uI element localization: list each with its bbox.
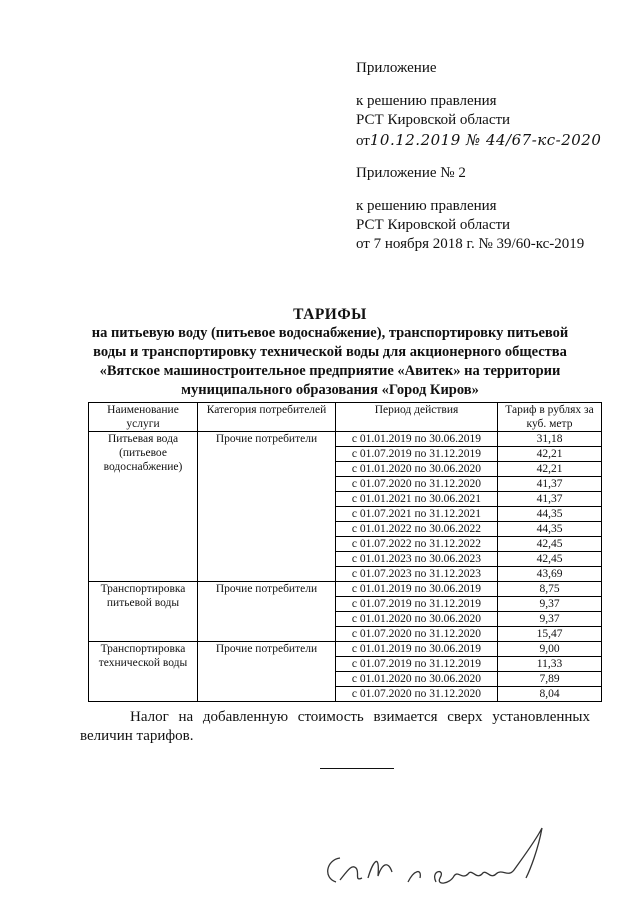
col-header-category: Категория потребителей: [198, 403, 336, 432]
service-cell: Транспортировка питьевой воды: [89, 582, 198, 642]
tariff-table-body: [89, 432, 602, 702]
tariff-cell: 31,18: [498, 432, 602, 447]
tariff-cell: 7,89: [498, 672, 602, 687]
appendix-2-label: Приложение № 2: [356, 165, 466, 181]
category-cell: Прочие потребители: [198, 582, 336, 642]
appendix-date: [356, 131, 601, 150]
tariff-cell: 42,45: [498, 552, 602, 567]
category-cell: Прочие потребители: [198, 432, 336, 582]
period-cell: с 01.01.2019 по 30.06.2019: [336, 642, 498, 657]
appendix-2-org: РСТ Кировской области: [356, 217, 511, 233]
col-header-tariff: Тариф в рублях за куб. метр: [498, 403, 602, 432]
period-cell: с 01.01.2023 по 30.06.2023: [336, 552, 498, 567]
category-cell: Прочие потребители: [198, 642, 336, 702]
service-cell: Транспортировка технической воды: [89, 642, 198, 702]
period-cell: с 01.07.2021 по 31.12.2021: [336, 507, 498, 522]
title-line-3: «Вятское машиностроительное предприятие «Авитек» на территории: [99, 363, 561, 379]
table-row: [89, 642, 602, 657]
title-line-2: воды и транспортировку технической воды для акционерного общества: [93, 344, 567, 360]
tariff-cell: 43,69: [498, 567, 602, 582]
period-cell: с 01.07.2019 по 31.12.2019: [336, 447, 498, 462]
tariff-cell: 41,37: [498, 492, 602, 507]
tariff-table: [88, 402, 602, 702]
appendix-2-date: от 7 ноября 2018 г. № 39/60-кс-2019: [356, 236, 585, 252]
handwritten-date-number: 10.12.2019 № 44/67-кс-2020: [369, 131, 602, 149]
title-line-1: на питьевую воду (питьевое водоснабжение), транспортировку питьевой: [91, 325, 569, 341]
tariff-cell: 42,45: [498, 537, 602, 552]
separator-line: [320, 768, 394, 769]
tariff-cell: 8,75: [498, 582, 602, 597]
period-cell: с 01.01.2020 по 30.06.2020: [336, 462, 498, 477]
period-cell: с 01.07.2019 по 31.12.2019: [336, 597, 498, 612]
tariff-cell: 9,00: [498, 642, 602, 657]
table-row: [89, 582, 602, 597]
title-main: ТАРИФЫ: [293, 306, 367, 323]
period-cell: с 01.01.2021 по 30.06.2021: [336, 492, 498, 507]
tariff-cell: 42,21: [498, 462, 602, 477]
appendix-date-prefix: от: [356, 133, 370, 149]
period-cell: с 01.07.2023 по 31.12.2023: [336, 567, 498, 582]
appendix-2-decision: к решению правления: [356, 198, 497, 214]
tariff-cell: 44,35: [498, 507, 602, 522]
tariff-cell: 11,33: [498, 657, 602, 672]
tariff-cell: 15,47: [498, 627, 602, 642]
tariff-cell: 9,37: [498, 597, 602, 612]
table-row: [89, 432, 602, 447]
appendix-decision: к решению правления: [356, 93, 497, 109]
period-cell: с 01.01.2019 по 30.06.2019: [336, 432, 498, 447]
title-line-4: муниципального образования «Город Киров»: [181, 382, 479, 398]
period-cell: с 01.01.2022 по 30.06.2022: [336, 522, 498, 537]
tariff-cell: 42,21: [498, 447, 602, 462]
tariff-cell: 9,37: [498, 612, 602, 627]
tax-note: Налог на добавленную стоимость взимается сверх установленных величин тарифов.: [80, 709, 590, 744]
period-cell: с 01.07.2020 по 31.12.2020: [336, 627, 498, 642]
period-cell: с 01.07.2020 по 31.12.2020: [336, 687, 498, 702]
table-header-row: [89, 403, 602, 432]
period-cell: с 01.01.2020 по 30.06.2020: [336, 672, 498, 687]
period-cell: с 01.01.2019 по 30.06.2019: [336, 582, 498, 597]
appendix-label: Приложение: [356, 60, 437, 76]
tariff-cell: 44,35: [498, 522, 602, 537]
service-cell: Питьевая вода (питьевое водоснабжение): [89, 432, 198, 582]
handwritten-signature: [318, 820, 558, 895]
period-cell: с 01.01.2020 по 30.06.2020: [336, 612, 498, 627]
period-cell: с 01.07.2022 по 31.12.2022: [336, 537, 498, 552]
tariff-cell: 8,04: [498, 687, 602, 702]
period-cell: с 01.07.2020 по 31.12.2020: [336, 477, 498, 492]
appendix-org: РСТ Кировской области: [356, 112, 511, 128]
col-header-period: Период действия: [336, 403, 498, 432]
tariff-cell: 41,37: [498, 477, 602, 492]
period-cell: с 01.07.2019 по 31.12.2019: [336, 657, 498, 672]
col-header-service: Наименование услуги: [89, 403, 198, 432]
document-title: [60, 305, 600, 400]
